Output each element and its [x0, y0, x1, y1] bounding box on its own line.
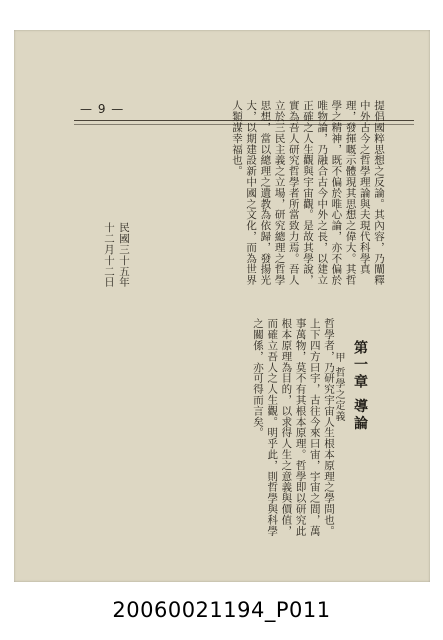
page-number: — 9 — — [80, 102, 125, 116]
section-title: 甲 哲學之定義 — [333, 352, 344, 423]
image-caption: 20060021194_P011 — [112, 598, 331, 622]
chapter-title: 第一章 導論 — [352, 340, 368, 433]
lower-text-block: 哲學者，乃研究宇宙人生根本原理之學問也。上下四方曰宇，古往今來曰宙，宇宙之間，萬事萬物，莫不有其根本原理。哲學即以研究此根本原理為目的，以求得人生之意義與價值，而確立吾人之人生觀。明乎此，則哲學與科學之關係，亦可得而言矣。 — [251, 318, 335, 536]
upper-text-block: 提倡國粹思想之反論。其內容，乃闡釋中外古今之哲學理論與夫現代科學真理，發揮嘅示體現其思想之偉大。其哲學之精神，既不偏於唯心論，亦不偏於唯物論，乃融合古今中外之長，以建立正確之人生觀與宇宙觀。是故其學說，實為吾人研究哲學者所當致力焉。吾人立於三民主義之立場，研究總理之哲學思想，當以總理之遺教為依歸，發揚光大，以期建設新中國之文化，而為世界人類謀幸福也。 — [230, 100, 385, 286]
date-line: 民國三十五年十二月十二日 — [103, 222, 130, 288]
